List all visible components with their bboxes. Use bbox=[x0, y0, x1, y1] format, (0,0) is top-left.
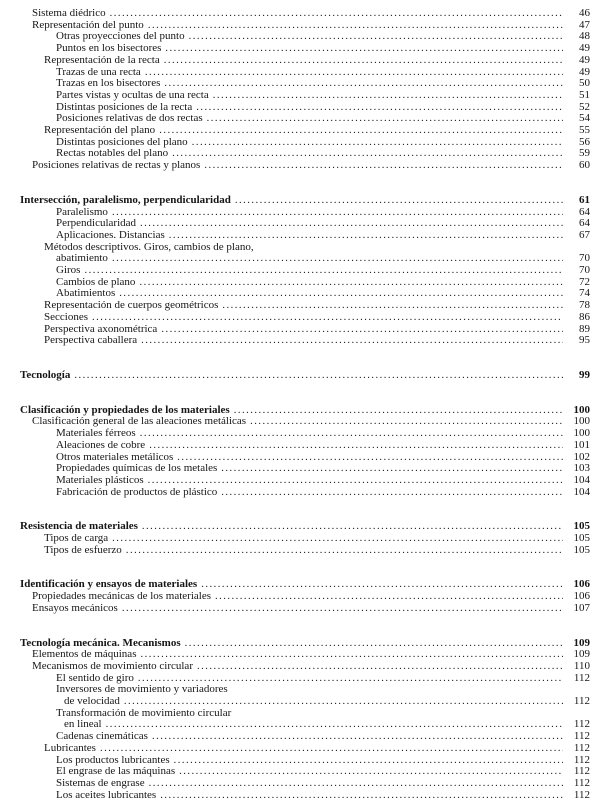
entry-title: Identificación y ensayos de materiales bbox=[20, 578, 198, 591]
entry-page-number: 112 bbox=[573, 776, 590, 789]
entry-page-number: 55 bbox=[579, 124, 590, 137]
entry-title: Representación de la recta bbox=[44, 53, 160, 66]
toc-entry bbox=[0, 55, 590, 67]
dot-leader bbox=[139, 277, 563, 289]
toc-entry bbox=[0, 790, 590, 802]
entry-page-number: 110 bbox=[573, 659, 590, 672]
entry-page-number: 49 bbox=[579, 42, 590, 55]
entry-title: Los aceites lubricantes bbox=[56, 788, 157, 801]
entry-title: Posiciones relativas de dos rectas bbox=[56, 112, 203, 125]
dot-leader bbox=[174, 755, 563, 767]
entry-title: Otras proyecciones del punto bbox=[56, 30, 185, 43]
entry-title: Fabricación de productos de plástico bbox=[56, 485, 218, 498]
entry-page-number: 112 bbox=[573, 695, 590, 708]
entry-title: Tipos de carga bbox=[44, 532, 109, 545]
toc-entry bbox=[0, 487, 590, 499]
entry-title: Propiedades mecánicas de los materiales bbox=[32, 590, 211, 603]
dot-leader bbox=[160, 790, 563, 802]
dot-leader bbox=[122, 603, 563, 615]
entry-page-number: 56 bbox=[579, 135, 590, 148]
entry-title: Sistemas de engrase bbox=[56, 776, 145, 789]
entry-page-number: 86 bbox=[579, 310, 590, 323]
entry-page-number: 100 bbox=[573, 415, 590, 428]
toc-entry bbox=[0, 195, 590, 207]
toc-entry bbox=[0, 370, 590, 382]
dot-leader bbox=[204, 160, 563, 172]
entry-title: Aleaciones de cobre bbox=[56, 438, 146, 451]
dot-leader bbox=[250, 416, 563, 428]
entry-page-number: 78 bbox=[579, 299, 590, 312]
entry-page-number: 54 bbox=[579, 112, 590, 125]
toc-entry bbox=[0, 696, 590, 708]
entry-title: Transformación de movimiento circular bbox=[56, 706, 232, 719]
entry-title: en lineal bbox=[64, 718, 102, 731]
toc-entry bbox=[0, 160, 590, 172]
entry-page-number: 51 bbox=[579, 88, 590, 101]
entry-title: Representación de cuerpos geométricos bbox=[44, 299, 219, 312]
toc-entry bbox=[0, 90, 590, 102]
entry-title: Propiedades químicas de los metales bbox=[56, 462, 218, 475]
entry-page-number: 67 bbox=[579, 228, 590, 241]
entry-title: Posiciones relativas de rectas y planos bbox=[32, 159, 201, 172]
entry-page-number: 106 bbox=[573, 590, 590, 603]
entry-title: Lubricantes bbox=[44, 741, 96, 754]
entry-page-number: 95 bbox=[579, 334, 590, 347]
entry-title: abatimiento bbox=[56, 252, 108, 265]
dot-leader bbox=[106, 719, 563, 731]
entry-title: Partes vistas y ocultas de una recta bbox=[56, 88, 209, 101]
dot-leader bbox=[221, 463, 563, 475]
entry-page-number: 112 bbox=[573, 788, 590, 801]
entry-page-number: 49 bbox=[579, 53, 590, 66]
entry-title: Distintas posiciones del plano bbox=[56, 135, 188, 148]
dot-leader bbox=[112, 207, 563, 219]
entry-title: Representación del punto bbox=[32, 18, 144, 31]
entry-page-number: 64 bbox=[579, 205, 590, 218]
entry-title: Tecnología bbox=[20, 368, 71, 381]
entry-page-number: 52 bbox=[579, 100, 590, 113]
dot-leader bbox=[112, 253, 563, 265]
dot-leader bbox=[148, 475, 563, 487]
entry-title: Mecanismos de movimiento circular bbox=[32, 659, 193, 672]
dot-leader bbox=[100, 743, 563, 755]
dot-leader bbox=[159, 125, 563, 137]
toc-entry bbox=[0, 533, 590, 545]
dot-leader bbox=[140, 428, 563, 440]
entry-title: Cambios de plano bbox=[56, 275, 136, 288]
entry-title: Materiales férreos bbox=[56, 427, 136, 440]
entry-title: Intersección, paralelismo, perpendicularidad bbox=[20, 193, 231, 206]
entry-page-number: 107 bbox=[573, 601, 590, 614]
dot-leader bbox=[234, 405, 563, 417]
entry-page-number: 104 bbox=[573, 473, 590, 486]
entry-page-number: 103 bbox=[573, 462, 590, 475]
entry-title: Trazas en los bisectores bbox=[56, 77, 161, 90]
dot-leader bbox=[179, 766, 563, 778]
entry-page-number: 59 bbox=[579, 147, 590, 160]
dot-leader bbox=[164, 78, 563, 90]
dot-leader bbox=[141, 335, 563, 347]
dot-leader bbox=[196, 102, 563, 114]
dot-leader bbox=[192, 137, 563, 149]
dot-leader bbox=[235, 195, 563, 207]
entry-page-number: 99 bbox=[579, 368, 590, 381]
entry-title: Perpendicularidad bbox=[56, 217, 137, 230]
dot-leader bbox=[148, 20, 563, 32]
entry-page-number: 70 bbox=[579, 252, 590, 265]
entry-page-number: 112 bbox=[573, 765, 590, 778]
toc-entry bbox=[0, 125, 590, 137]
entry-page-number: 70 bbox=[579, 264, 590, 277]
entry-page-number: 109 bbox=[573, 636, 590, 649]
dot-leader bbox=[189, 31, 563, 43]
entry-title: de velocidad bbox=[64, 695, 120, 708]
entry-page-number: 105 bbox=[573, 532, 590, 545]
entry-page-number: 112 bbox=[573, 671, 590, 684]
entry-title: El sentido de giro bbox=[56, 671, 134, 684]
entry-title: Sistema diédrico bbox=[32, 7, 106, 19]
entry-page-number: 46 bbox=[579, 7, 590, 19]
entry-page-number: 74 bbox=[579, 287, 590, 300]
entry-title: Elementos de máquinas bbox=[32, 648, 137, 661]
entry-page-number: 101 bbox=[573, 438, 590, 451]
entry-title: Otros materiales metálicos bbox=[56, 450, 174, 463]
entry-page-number: 112 bbox=[573, 730, 590, 743]
toc-entry bbox=[0, 300, 590, 312]
entry-page-number: 47 bbox=[579, 18, 590, 31]
toc-entry bbox=[0, 8, 590, 20]
dot-leader bbox=[164, 55, 563, 67]
toc-entry bbox=[0, 661, 590, 673]
entry-title: Ensayos mecánicos bbox=[32, 601, 118, 614]
dot-leader bbox=[207, 113, 563, 125]
entry-title: Representación del plano bbox=[44, 124, 156, 137]
entry-title: Métodos descriptivos. Giros, cambios de plano, bbox=[44, 240, 254, 253]
dot-leader bbox=[221, 487, 563, 499]
entry-title: Puntos en los bisectores bbox=[56, 42, 162, 55]
dot-leader bbox=[197, 661, 563, 673]
entry-title: Trazas de una recta bbox=[56, 65, 141, 78]
dot-leader bbox=[152, 731, 563, 743]
entry-page-number: 105 bbox=[573, 520, 590, 533]
entry-title: Perspectiva axonométrica bbox=[44, 322, 158, 335]
dot-leader bbox=[140, 218, 563, 230]
entry-page-number: 102 bbox=[573, 450, 590, 463]
dot-leader bbox=[169, 230, 563, 242]
dot-leader bbox=[124, 696, 563, 708]
entry-title: Cadenas cinemáticas bbox=[56, 730, 148, 743]
dot-leader bbox=[201, 579, 563, 591]
entry-title: Clasificación general de las aleaciones metálicas bbox=[32, 415, 247, 428]
entry-page-number: 64 bbox=[579, 217, 590, 230]
entry-page-number: 48 bbox=[579, 30, 590, 43]
toc-entry bbox=[0, 475, 590, 487]
dot-leader bbox=[92, 312, 563, 324]
entry-page-number: 112 bbox=[573, 741, 590, 754]
dot-leader bbox=[110, 8, 563, 20]
entry-page-number: 104 bbox=[573, 485, 590, 498]
entry-page-number: 60 bbox=[579, 159, 590, 172]
dot-leader bbox=[185, 638, 563, 650]
dot-leader bbox=[142, 521, 563, 533]
entry-page-number: 50 bbox=[579, 77, 590, 90]
dot-leader bbox=[140, 649, 563, 661]
entry-title: Tipos de esfuerzo bbox=[44, 543, 122, 556]
entry-title: Aplicaciones. Distancias bbox=[56, 228, 165, 241]
dot-leader bbox=[149, 440, 563, 452]
entry-page-number: 105 bbox=[573, 543, 590, 556]
entry-title: Distintas posiciones de la recta bbox=[56, 100, 193, 113]
entry-page-number: 106 bbox=[573, 578, 590, 591]
toc-entry bbox=[0, 603, 590, 615]
dot-leader bbox=[213, 90, 563, 102]
toc-entry bbox=[0, 440, 590, 452]
entry-title: Abatimientos bbox=[56, 287, 116, 300]
entry-page-number: 61 bbox=[579, 193, 590, 206]
entry-title: Los productos lubricantes bbox=[56, 753, 170, 766]
dot-leader bbox=[74, 370, 563, 382]
toc-entry bbox=[0, 545, 590, 557]
entry-page-number: 112 bbox=[573, 718, 590, 731]
dot-leader bbox=[149, 778, 563, 790]
entry-page-number: 89 bbox=[579, 322, 590, 335]
entry-page-number: 109 bbox=[573, 648, 590, 661]
dot-leader bbox=[165, 43, 563, 55]
toc-entry bbox=[0, 230, 590, 242]
toc-entry bbox=[0, 335, 590, 347]
entry-page-number: 100 bbox=[573, 403, 590, 416]
entry-title: Rectas notables del plano bbox=[56, 147, 169, 160]
toc-entry bbox=[0, 265, 590, 277]
dot-leader bbox=[126, 545, 563, 557]
dot-leader bbox=[177, 452, 563, 464]
toc-entry bbox=[0, 743, 590, 755]
entry-title: Resistencia de materiales bbox=[20, 520, 138, 533]
entry-title: Tecnología mecánica. Mecanismos bbox=[20, 636, 181, 649]
entry-title: Materiales plásticos bbox=[56, 473, 144, 486]
dot-leader bbox=[112, 533, 563, 545]
entry-title: Paralelismo bbox=[56, 205, 108, 218]
entry-title: Secciones bbox=[44, 310, 88, 323]
entry-title: Giros bbox=[56, 264, 81, 277]
entry-title: Perspectiva caballera bbox=[44, 334, 138, 347]
entry-page-number: 112 bbox=[573, 753, 590, 766]
entry-title: El engrase de las máquinas bbox=[56, 765, 176, 778]
dot-leader bbox=[222, 300, 563, 312]
toc-entry bbox=[0, 253, 590, 265]
dot-leader bbox=[161, 324, 563, 336]
entry-title: Clasificación y propiedades de los materiales bbox=[20, 403, 230, 416]
toc-entry bbox=[0, 312, 590, 324]
dot-leader bbox=[145, 67, 563, 79]
entry-title: Inversores de movimiento y variadores bbox=[56, 683, 228, 696]
dot-leader bbox=[215, 591, 563, 603]
toc-entry bbox=[0, 778, 590, 790]
dot-leader bbox=[172, 148, 563, 160]
dot-leader bbox=[84, 265, 563, 277]
entry-page-number: 100 bbox=[573, 427, 590, 440]
entry-page-number: 72 bbox=[579, 275, 590, 288]
entry-page-number: 49 bbox=[579, 65, 590, 78]
